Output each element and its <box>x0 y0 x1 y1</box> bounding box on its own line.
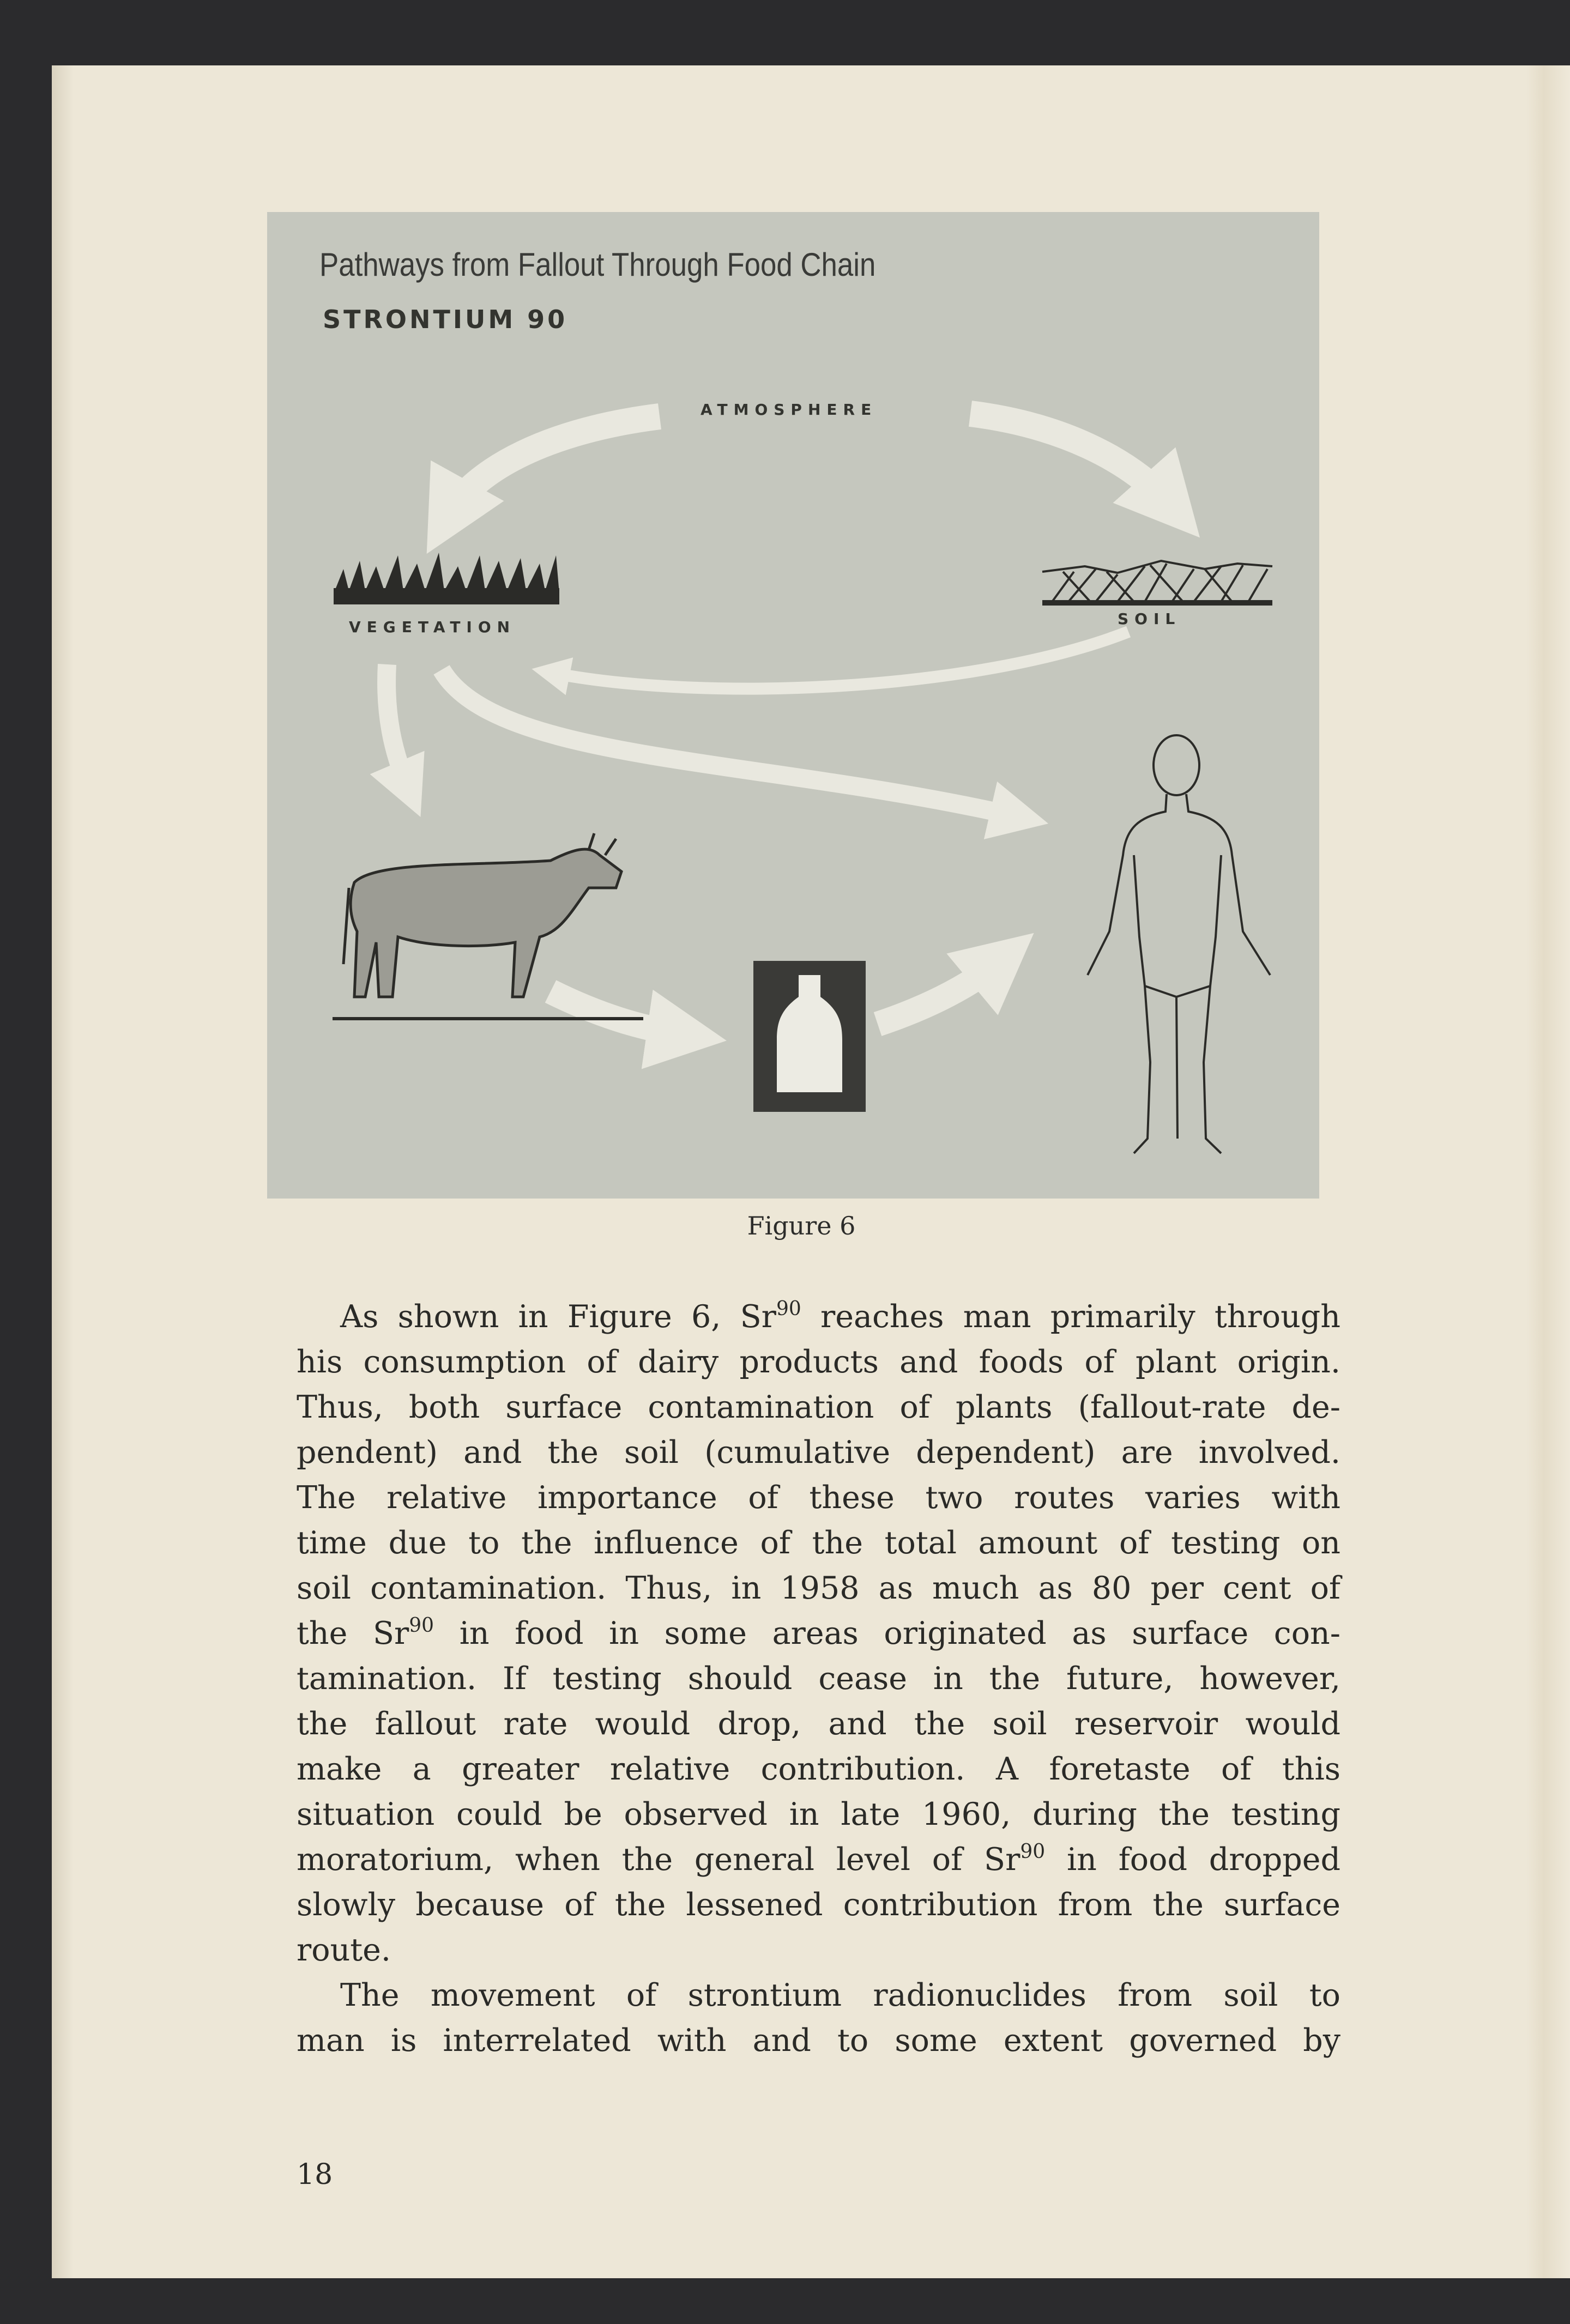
text-segment: man is interrelated with and to some extent governed by <box>297 2023 1340 2059</box>
vegetation-grass-icon <box>334 553 559 604</box>
text-segment: The relative importance of these two routes varies with <box>297 1480 1340 1516</box>
text-line <box>297 1430 1340 1475</box>
body-paragraphs <box>297 1294 1340 2063</box>
page-number: 18 <box>297 2158 333 2191</box>
text-line <box>297 1340 1340 1385</box>
arrow-cow-to-milk <box>551 991 687 1035</box>
text-line <box>297 1385 1340 1430</box>
figure-food-chain-diagram <box>267 212 1319 1199</box>
text-line <box>297 1747 1340 1792</box>
text-segment: in food in some areas originated as surface con- <box>434 1615 1341 1651</box>
text-segment: The movement of strontium radionuclides from soil to <box>340 1977 1340 2013</box>
arrow-atmosphere-to-soil <box>970 414 1172 506</box>
soil-icon <box>1042 561 1272 603</box>
book-gutter <box>1526 65 1570 2278</box>
cow-illustration <box>333 833 643 1019</box>
arrow-soil-to-vegetation <box>551 632 1128 689</box>
text-line <box>297 1973 1340 2018</box>
text-segment: the fallout rate would drop, and the soil reservoir would <box>297 1706 1340 1742</box>
arrow-vegetation-to-cow <box>387 664 409 790</box>
text-segment: situation could be observed in late 1960, during the testing <box>297 1796 1340 1832</box>
diagram-art <box>267 212 1319 1199</box>
figure-subtitle: STRONTIUM 90 <box>323 305 568 334</box>
text-line <box>297 1521 1340 1566</box>
text-segment: slowly because of the lessened contribution from the surface <box>297 1887 1340 1923</box>
text-segment: moratorium, when the general level of Sr <box>297 1842 1020 1878</box>
text-line <box>297 1294 1340 1340</box>
text-line <box>297 1792 1340 1837</box>
text-segment: his consumption of dairy products and foods of plant origin. <box>297 1344 1340 1380</box>
text-segment: As shown in Figure 6, Sr <box>340 1299 776 1335</box>
milk-bottle-icon <box>753 961 866 1112</box>
text-segment: reaches man primarily through <box>801 1299 1340 1335</box>
text-segment: soil contamination. Thus, in 1958 as much as 80 per cent of <box>297 1570 1340 1606</box>
text-line <box>297 1883 1340 1928</box>
page-edge <box>52 65 74 2278</box>
text-line <box>297 1656 1340 1702</box>
text-line <box>297 1566 1340 1611</box>
text-segment: in food dropped <box>1045 1842 1340 1878</box>
figure-caption: Figure 6 <box>747 1211 856 1240</box>
arrow-milk-to-man <box>878 959 1003 1024</box>
label-soil: SOIL <box>1118 610 1181 628</box>
text-segment: route. <box>297 1932 391 1968</box>
text-line <box>297 1475 1340 1521</box>
arrow-atmosphere-to-vegetation <box>447 416 660 517</box>
text-line <box>297 1837 1340 1883</box>
figure-title: Pathways from Fallout Through Food Chain <box>319 246 876 283</box>
text-segment: make a greater relative contribution. A foretaste of this <box>297 1751 1340 1787</box>
text-line <box>297 2018 1340 2063</box>
text-line <box>297 1702 1340 1747</box>
text-segment: the Sr <box>297 1615 409 1651</box>
human-figure-illustration <box>1088 735 1270 1153</box>
text-line <box>297 1611 1340 1656</box>
text-segment: tamination. If testing should cease in the future, however, <box>297 1661 1340 1697</box>
superscript-mass-number: 90 <box>776 1298 801 1320</box>
label-vegetation: VEGETATION <box>349 618 516 636</box>
text-line <box>297 1928 1340 1973</box>
superscript-mass-number: 90 <box>1020 1841 1046 1863</box>
text-segment: pendent) and the soil (cumulative dependent) are involved. <box>297 1435 1340 1470</box>
text-segment: time due to the influence of the total amount of testing on <box>297 1525 1340 1561</box>
text-segment: Thus, both surface contamination of plants (fallout-rate de- <box>297 1389 1340 1425</box>
superscript-mass-number: 90 <box>409 1614 434 1637</box>
label-atmosphere: ATMOSPHERE <box>701 401 878 419</box>
